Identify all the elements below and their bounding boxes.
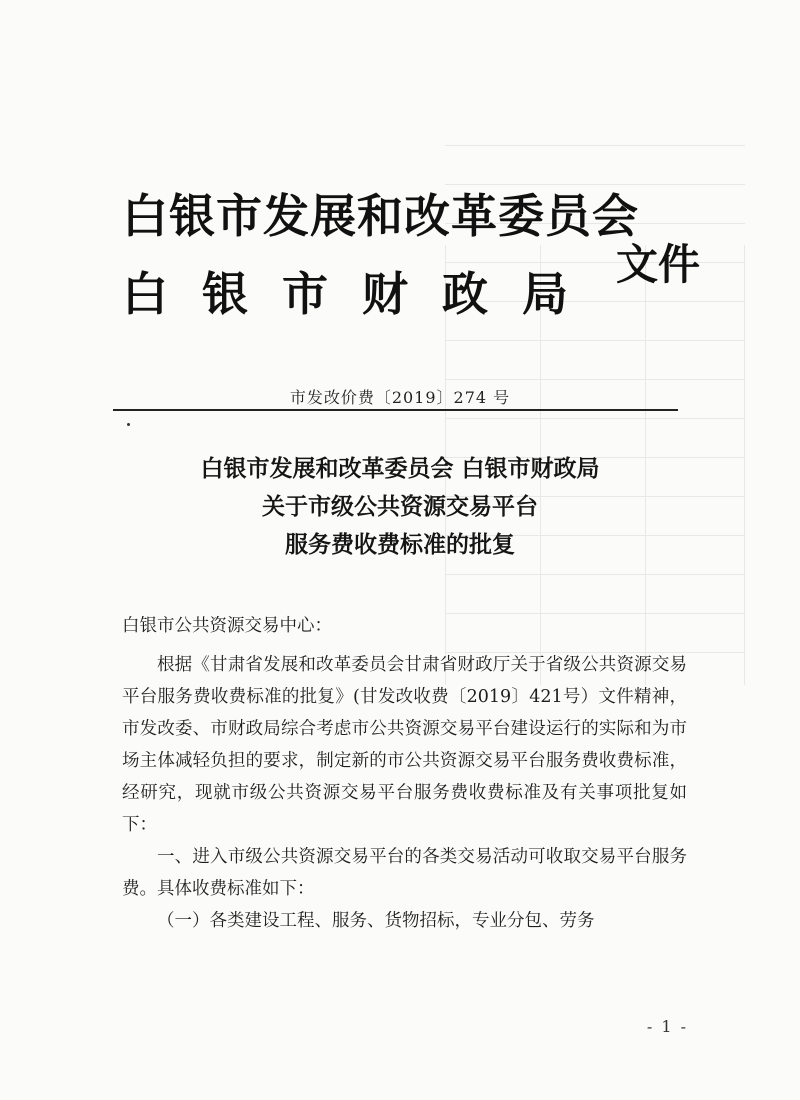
document-title	[0, 450, 800, 564]
title-line-2: 关于市级公共资源交易平台	[262, 494, 538, 520]
body-paragraph-3: （一）各类建设工程、服务、货物招标，专业分包、劳务	[157, 911, 595, 931]
issuing-agencies	[122, 188, 639, 322]
title-line-3: 服务费收费标准的批复	[285, 532, 515, 558]
document-body	[122, 610, 687, 937]
title-line-1: 白银市发展和改革委员会 白银市财政局	[200, 456, 600, 482]
agency-name-finance-bureau: 白银市财政局	[122, 267, 602, 321]
header-divider	[113, 409, 678, 411]
agency-name-development-reform: 白银市发展和改革委员会	[122, 189, 639, 243]
document-kind-label: 文件	[616, 240, 701, 289]
salutation: 白银市公共资源交易中心：	[122, 616, 332, 636]
scan-speck	[127, 423, 130, 426]
page-number: - 1 -	[646, 1017, 688, 1036]
body-paragraph-2: 一、进入市级公共资源交易平台的各类交易活动可收取交易平台服务费。具体收费标准如下：	[122, 847, 687, 899]
body-paragraph-1: 根据《甘肃省发展和改革委员会甘肃省财政厅关于省级公共资源交易平台服务费收费标准的批复》(甘发改收费〔2019〕421号）文件精神，市发改委、市财政局综合考虑市公共资源交易平台建设运行的实际和为市场主体减轻负担的要求，制定新的市公共资源交易平台服务费收费标准，经研究，现就市级公共资源交易平台服务费收费标准及有关事项批复如下：	[122, 655, 687, 835]
document-number: 市发改价费〔2019〕274 号	[289, 388, 511, 407]
